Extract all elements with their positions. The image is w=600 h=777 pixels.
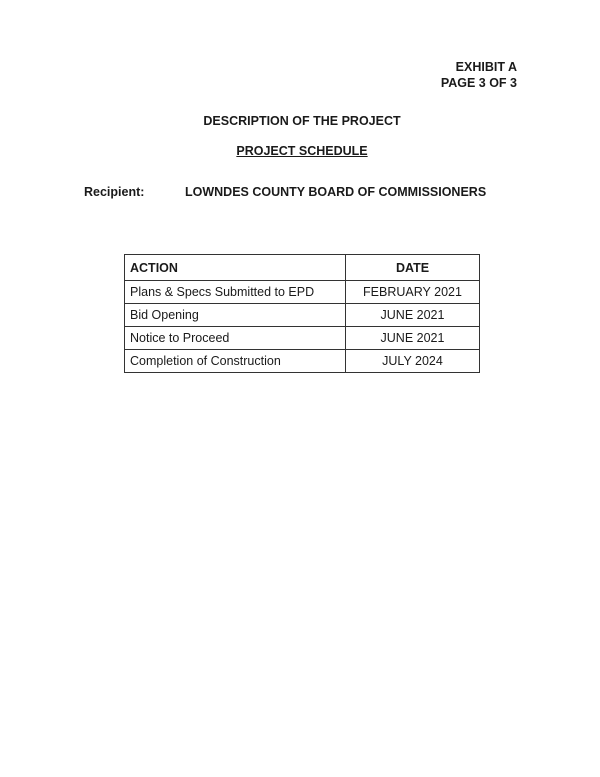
recipient-value: LOWNDES COUNTY BOARD OF COMMISSIONERS <box>185 185 487 199</box>
date-cell: FEBRUARY 2021 <box>346 281 480 304</box>
column-header-date: DATE <box>346 255 480 281</box>
table-row <box>125 281 480 304</box>
action-cell: Plans & Specs Submitted to EPD <box>125 281 346 304</box>
recipient-label: Recipient: <box>84 185 145 199</box>
date-cell: JUNE 2021 <box>346 327 480 350</box>
exhibit-header <box>441 59 517 91</box>
column-header-action: ACTION <box>125 255 346 281</box>
date-cell: JUNE 2021 <box>346 304 480 327</box>
action-cell: Notice to Proceed <box>125 327 346 350</box>
section-title: PROJECT SCHEDULE <box>236 144 368 158</box>
page-title: DESCRIPTION OF THE PROJECT <box>203 114 401 128</box>
table-row <box>125 304 480 327</box>
action-cell: Bid Opening <box>125 304 346 327</box>
table-row <box>125 327 480 350</box>
exhibit-label: EXHIBIT A <box>455 60 517 74</box>
table-row <box>125 350 480 373</box>
table-header-row <box>125 255 480 281</box>
page-number: PAGE 3 OF 3 <box>440 76 517 90</box>
date-cell: JULY 2024 <box>346 350 480 373</box>
action-cell: Completion of Construction <box>125 350 346 373</box>
schedule-table <box>124 254 480 373</box>
